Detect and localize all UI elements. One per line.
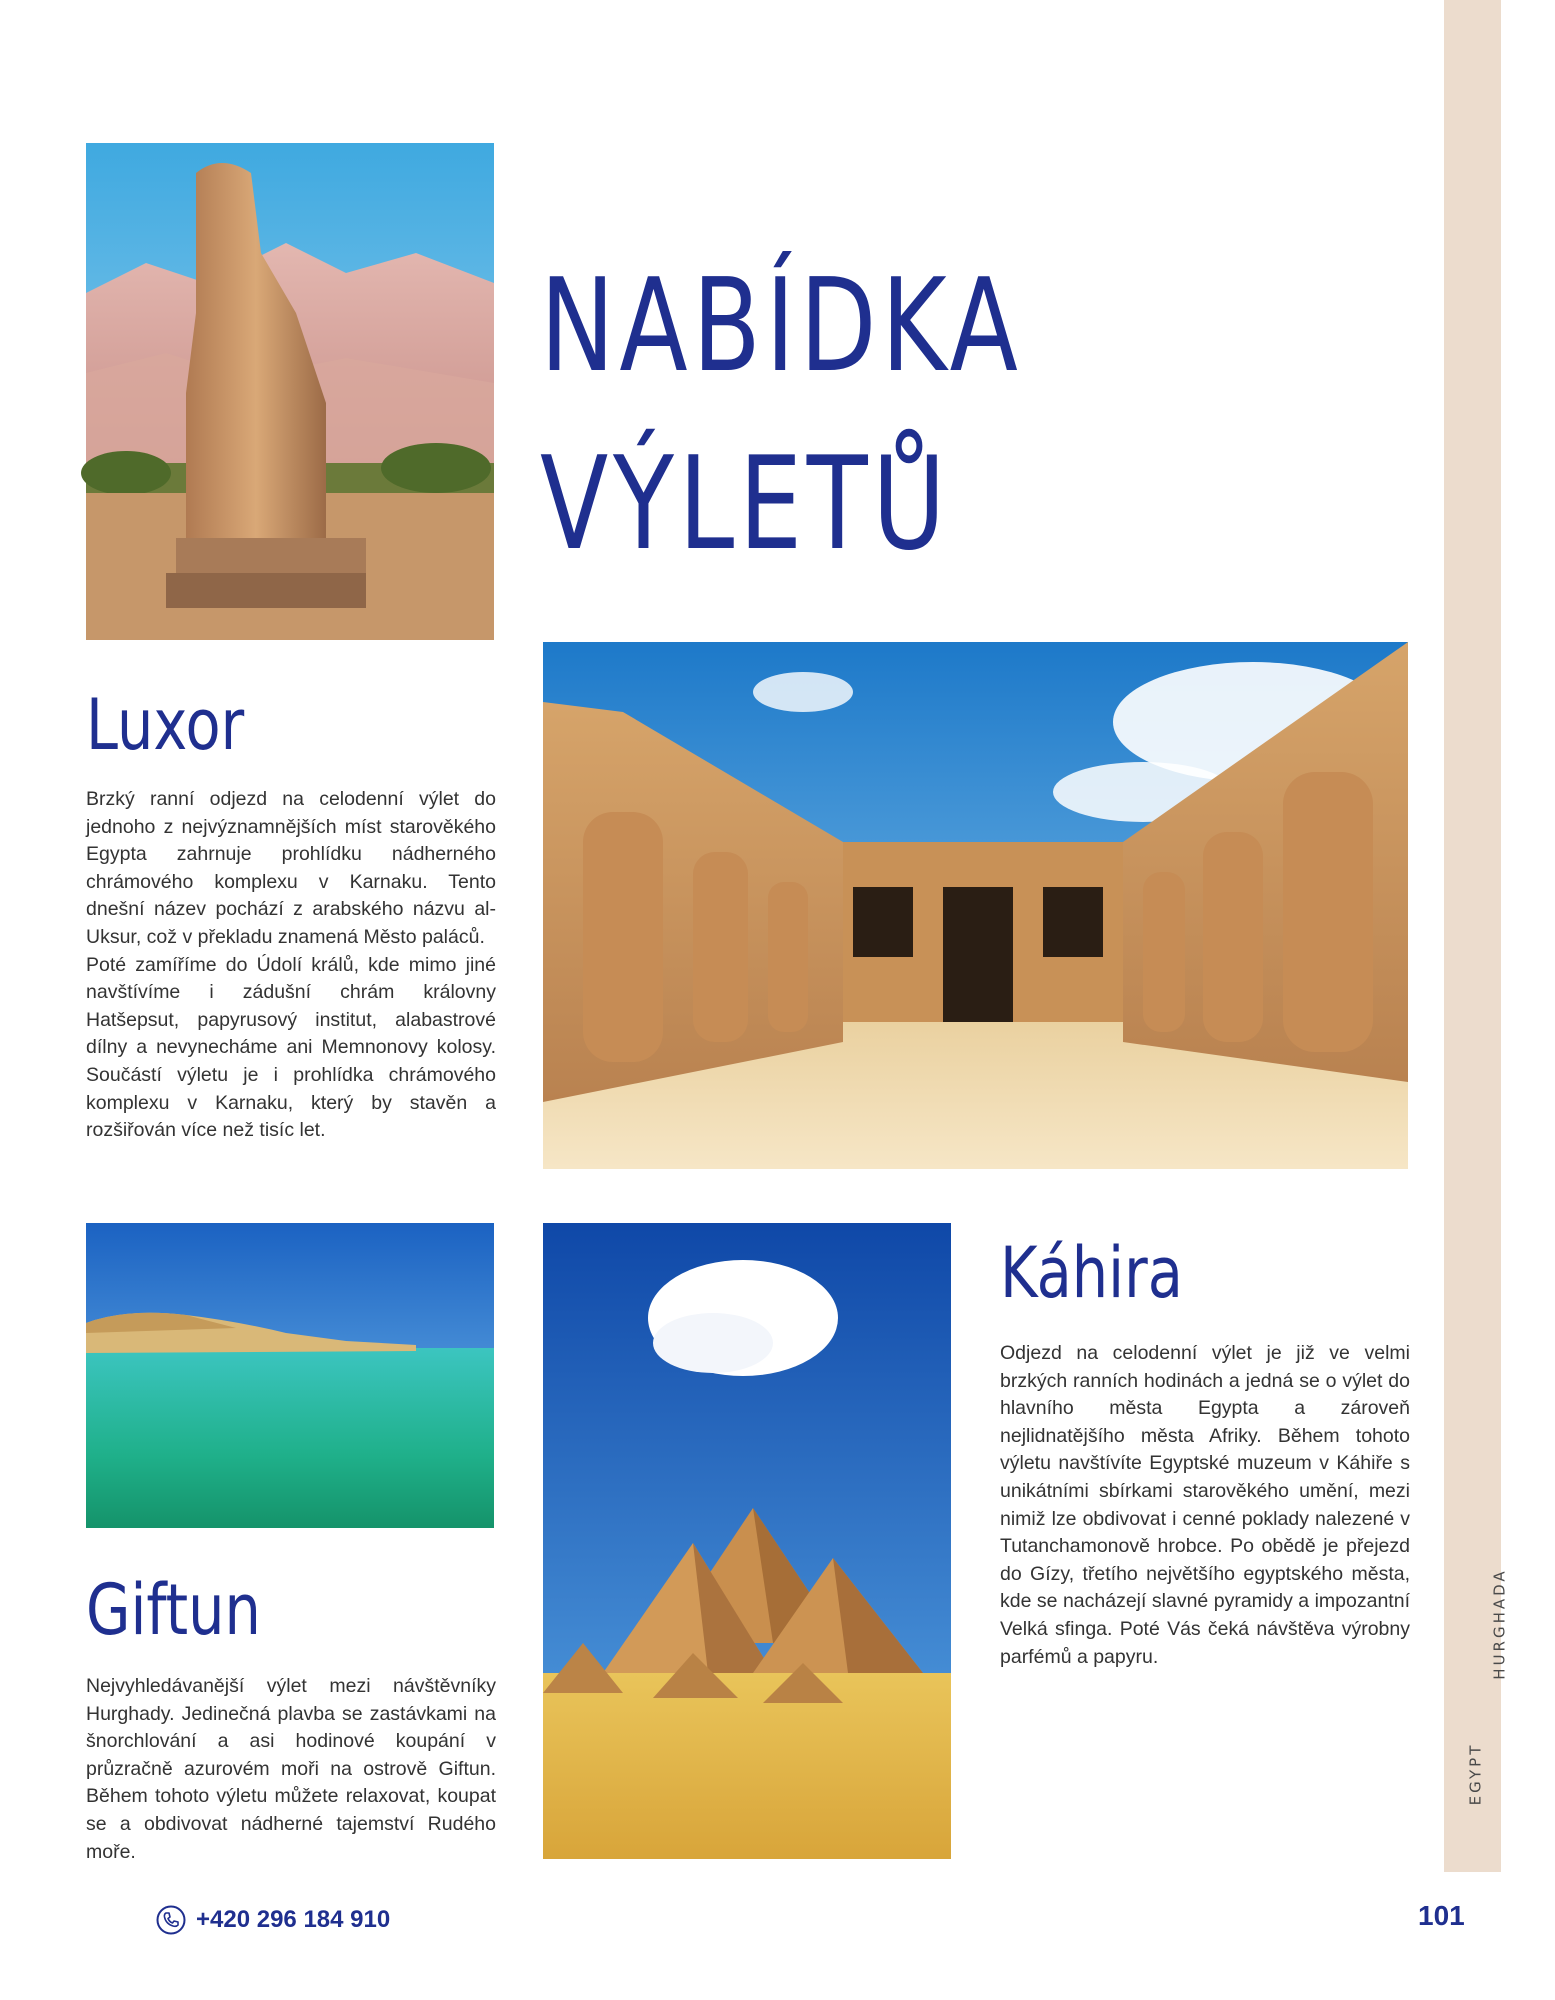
sidebar-region-label: HURGHADA <box>1490 1568 1509 1680</box>
cairo-description <box>1000 1340 1410 1671</box>
sidebar-country-label: EGYPT <box>1466 1742 1485 1806</box>
giftun-description <box>86 1673 496 1866</box>
page-number: 101 <box>1418 1900 1465 1931</box>
luxor-description <box>86 786 496 1145</box>
luxor-paragraph: Poté zamíříme do Údolí králů, kde mimo jiné navštívíme i zádušní chrám královny Hatšepsut, papyrusový institut, alabastrové dílny a nevynecháme ani Memnonovy kolosy. Součástí výletu je i prohlídka chrámového komplexu v Karnaku, který by stavěn a rozšiřován více než tisíc let. <box>86 953 496 1142</box>
sidebar-band <box>1444 0 1509 1872</box>
karnak-temple-courtyard-photo <box>543 642 1408 1169</box>
luxor-paragraph: Brzký ranní odjezd na celodenní výlet do jednoho z nejvýznamnějších míst starověkého Egypta zahrnuje prohlídku nádherného chrámového komplexu v Karnaku. Tento dnešní název pochází z arabského názvu al-Uksur, což v překladu znamená Město paláců. <box>86 788 496 948</box>
giftun-paragraph: Nejvyhledávanější výlet mezi návštěvníky Hurghady. Jedinečná plavba se zastávkami na šnorchlování a asi hodinové koupání v průzračně azurovém moři na ostrově Giftun. Během tohoto výletu můžete relaxovat, koupat se a obdivovat nádherné tajemství Rudého moře. <box>86 1675 496 1863</box>
footer-phone[interactable] <box>156 1903 390 1937</box>
headline-line-1: NABÍDKA <box>540 252 1023 401</box>
headline-line-2: VÝLETŮ <box>540 430 951 579</box>
giftun-title: Giftun <box>86 1569 261 1651</box>
cairo-paragraph: Odjezd na celodenní výlet je již ve velmi brzkých ranních hodinách a jedná se o výlet do hlavního města Egypta a zároveň nejlidnatějšího města Afriky. Během tohoto výletu navštívíte Egyptské muzeum v Káhiře s unikátními sbírkami starověkého umění, mezi nimiž lze obdivovat i cenné poklady nalezené v Tutanchamonově hrobce. Po obědě je přejezd do Gízy, třetího největšího egyptského města, kde se nacházejí slavné pyramidy a impozantní Velká sfinga. Poté Vás čeká návštěva výrobny parfémů a papyru. <box>1000 1342 1410 1668</box>
colossi-of-memnon-photo <box>86 143 494 640</box>
giza-pyramids-photo <box>543 1223 951 1859</box>
giftun-island-sea-photo <box>86 1223 494 1528</box>
luxor-title: Luxor <box>86 684 245 766</box>
page-headline <box>540 238 1024 594</box>
phone-icon <box>156 1905 186 1935</box>
cairo-title: Káhira <box>1000 1232 1183 1314</box>
phone-number[interactable]: +420 296 184 910 <box>196 1906 391 1933</box>
